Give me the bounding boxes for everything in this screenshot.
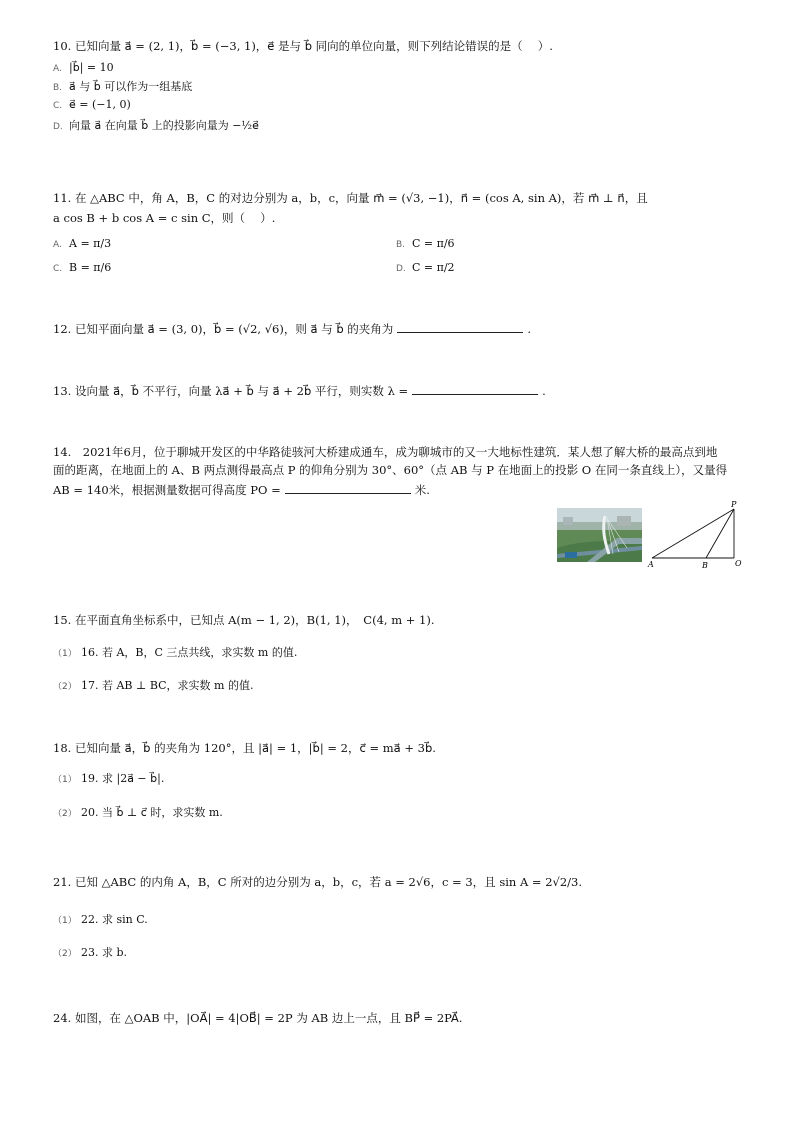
point-p-label: P xyxy=(731,500,737,509)
q10-option-c: C. e⃗ = (−1, 0) xyxy=(53,98,131,111)
q21-stem: 21. 已知 △ABC 的内角 A，B，C 所对的边分别为 a，b，c，若 a = 2√6，c = 3，且 sin A = 2√2/3. xyxy=(53,875,583,889)
q11-option-b: B. C = π/6 xyxy=(396,237,455,250)
q14-line3: AB = 140米，根据测量数据可得高度 PO = 米. xyxy=(53,483,430,497)
q14-answer-blank[interactable] xyxy=(285,481,411,494)
q11-stem-line1: 11. 在 △ABC 中，角 A，B，C 的对边分别为 a，b，c，向量 m⃗ = (√3, −1)，n⃗ = (cos A, sin A)，若 m⃗ ⊥ n⃗，且 xyxy=(53,191,648,205)
q18-part-2: （2） 20. 当 b⃗ ⊥ c⃗ 时，求实数 m. xyxy=(53,806,223,819)
q10-option-d: D. 向量 a⃗ 在向量 b⃗ 上的投影向量为 −½e⃗ xyxy=(53,119,259,132)
point-a-label: A xyxy=(648,560,654,569)
q11-stem-line2: a cos B + b cos A = c sin C，则（ ）. xyxy=(53,211,276,225)
q21-part-1: （1） 22. 求 sin C. xyxy=(53,913,148,926)
q21-part-2: （2） 23. 求 b. xyxy=(53,946,128,959)
bridge-photo xyxy=(557,508,642,562)
q12-stem: 12. 已知平面向量 a⃗ = (3, 0)，b⃗ = (√2, √6)，则 a⃗ 与 b⃗ 的夹角为 . xyxy=(53,322,531,336)
q15-part-1: （1） 16. 若 A，B，C 三点共线，求实数 m 的值. xyxy=(53,646,298,659)
line-ap xyxy=(652,509,734,558)
q13-answer-blank[interactable] xyxy=(412,382,538,395)
q18-stem: 18. 已知向量 a⃗，b⃗ 的夹角为 120°，且 |a⃗| = 1，|b⃗| = 2，c⃗ = ma⃗ + 3b⃗. xyxy=(53,741,436,755)
q11-option-a: A. A = π/3 xyxy=(53,237,112,250)
q24-stem: 24. 如图，在 △OAB 中，|OA⃗| = 4|OB⃗| = 2P 为 AB 边上一点，且 BP⃗ = 2PA⃗. xyxy=(53,1011,463,1025)
line-bp xyxy=(706,509,734,558)
q13-stem: 13. 设向量 a⃗，b⃗ 不平行，向量 λa⃗ + b⃗ 与 a⃗ + 2b⃗ 平行，则实数 λ = . xyxy=(53,384,546,398)
q15-part-2: （2） 17. 若 AB ⊥ BC，求实数 m 的值. xyxy=(53,679,254,692)
q12-answer-blank[interactable] xyxy=(397,320,523,333)
q10-option-b: B. a⃗ 与 b⃗ 可以作为一组基底 xyxy=(53,80,193,93)
point-o-label: O xyxy=(735,559,742,568)
point-b-label: B xyxy=(702,561,708,570)
q14-line2: 面的距离，在地面上的 A、B 两点测得最高点 P 的仰角分别为 30°、60°（点 AB 与 P 在地面上的投影 O 在同一条直线上），又量得 xyxy=(53,463,728,477)
q14-line1: 14. 2021年6月，位于聊城开发区的中华路徒骇河大桥建成通车，成为聊城市的又一大地标性建筑．某人想了解大桥的最高点到地 xyxy=(53,445,718,459)
elevation-triangle-figure xyxy=(644,498,748,572)
q10-option-a: A. |b⃗| = 10 xyxy=(53,61,114,74)
bridge-photo-drawing xyxy=(557,508,642,562)
q11-option-c: C. B = π/6 xyxy=(53,261,112,274)
q10-stem: 10. 已知向量 a⃗ = (2, 1)，b⃗ = (−3, 1)，e⃗ 是与 b⃗ 同向的单位向量，则下列结论错误的是（ ）. xyxy=(53,39,553,53)
q18-part-1: （1） 19. 求 |2a⃗ − b⃗|. xyxy=(53,772,165,785)
q15-stem: 15. 在平面直角坐标系中，已知点 A(m − 1, 2)，B(1, 1)， C(4, m + 1). xyxy=(53,613,435,627)
q11-option-d: D. C = π/2 xyxy=(396,261,455,274)
